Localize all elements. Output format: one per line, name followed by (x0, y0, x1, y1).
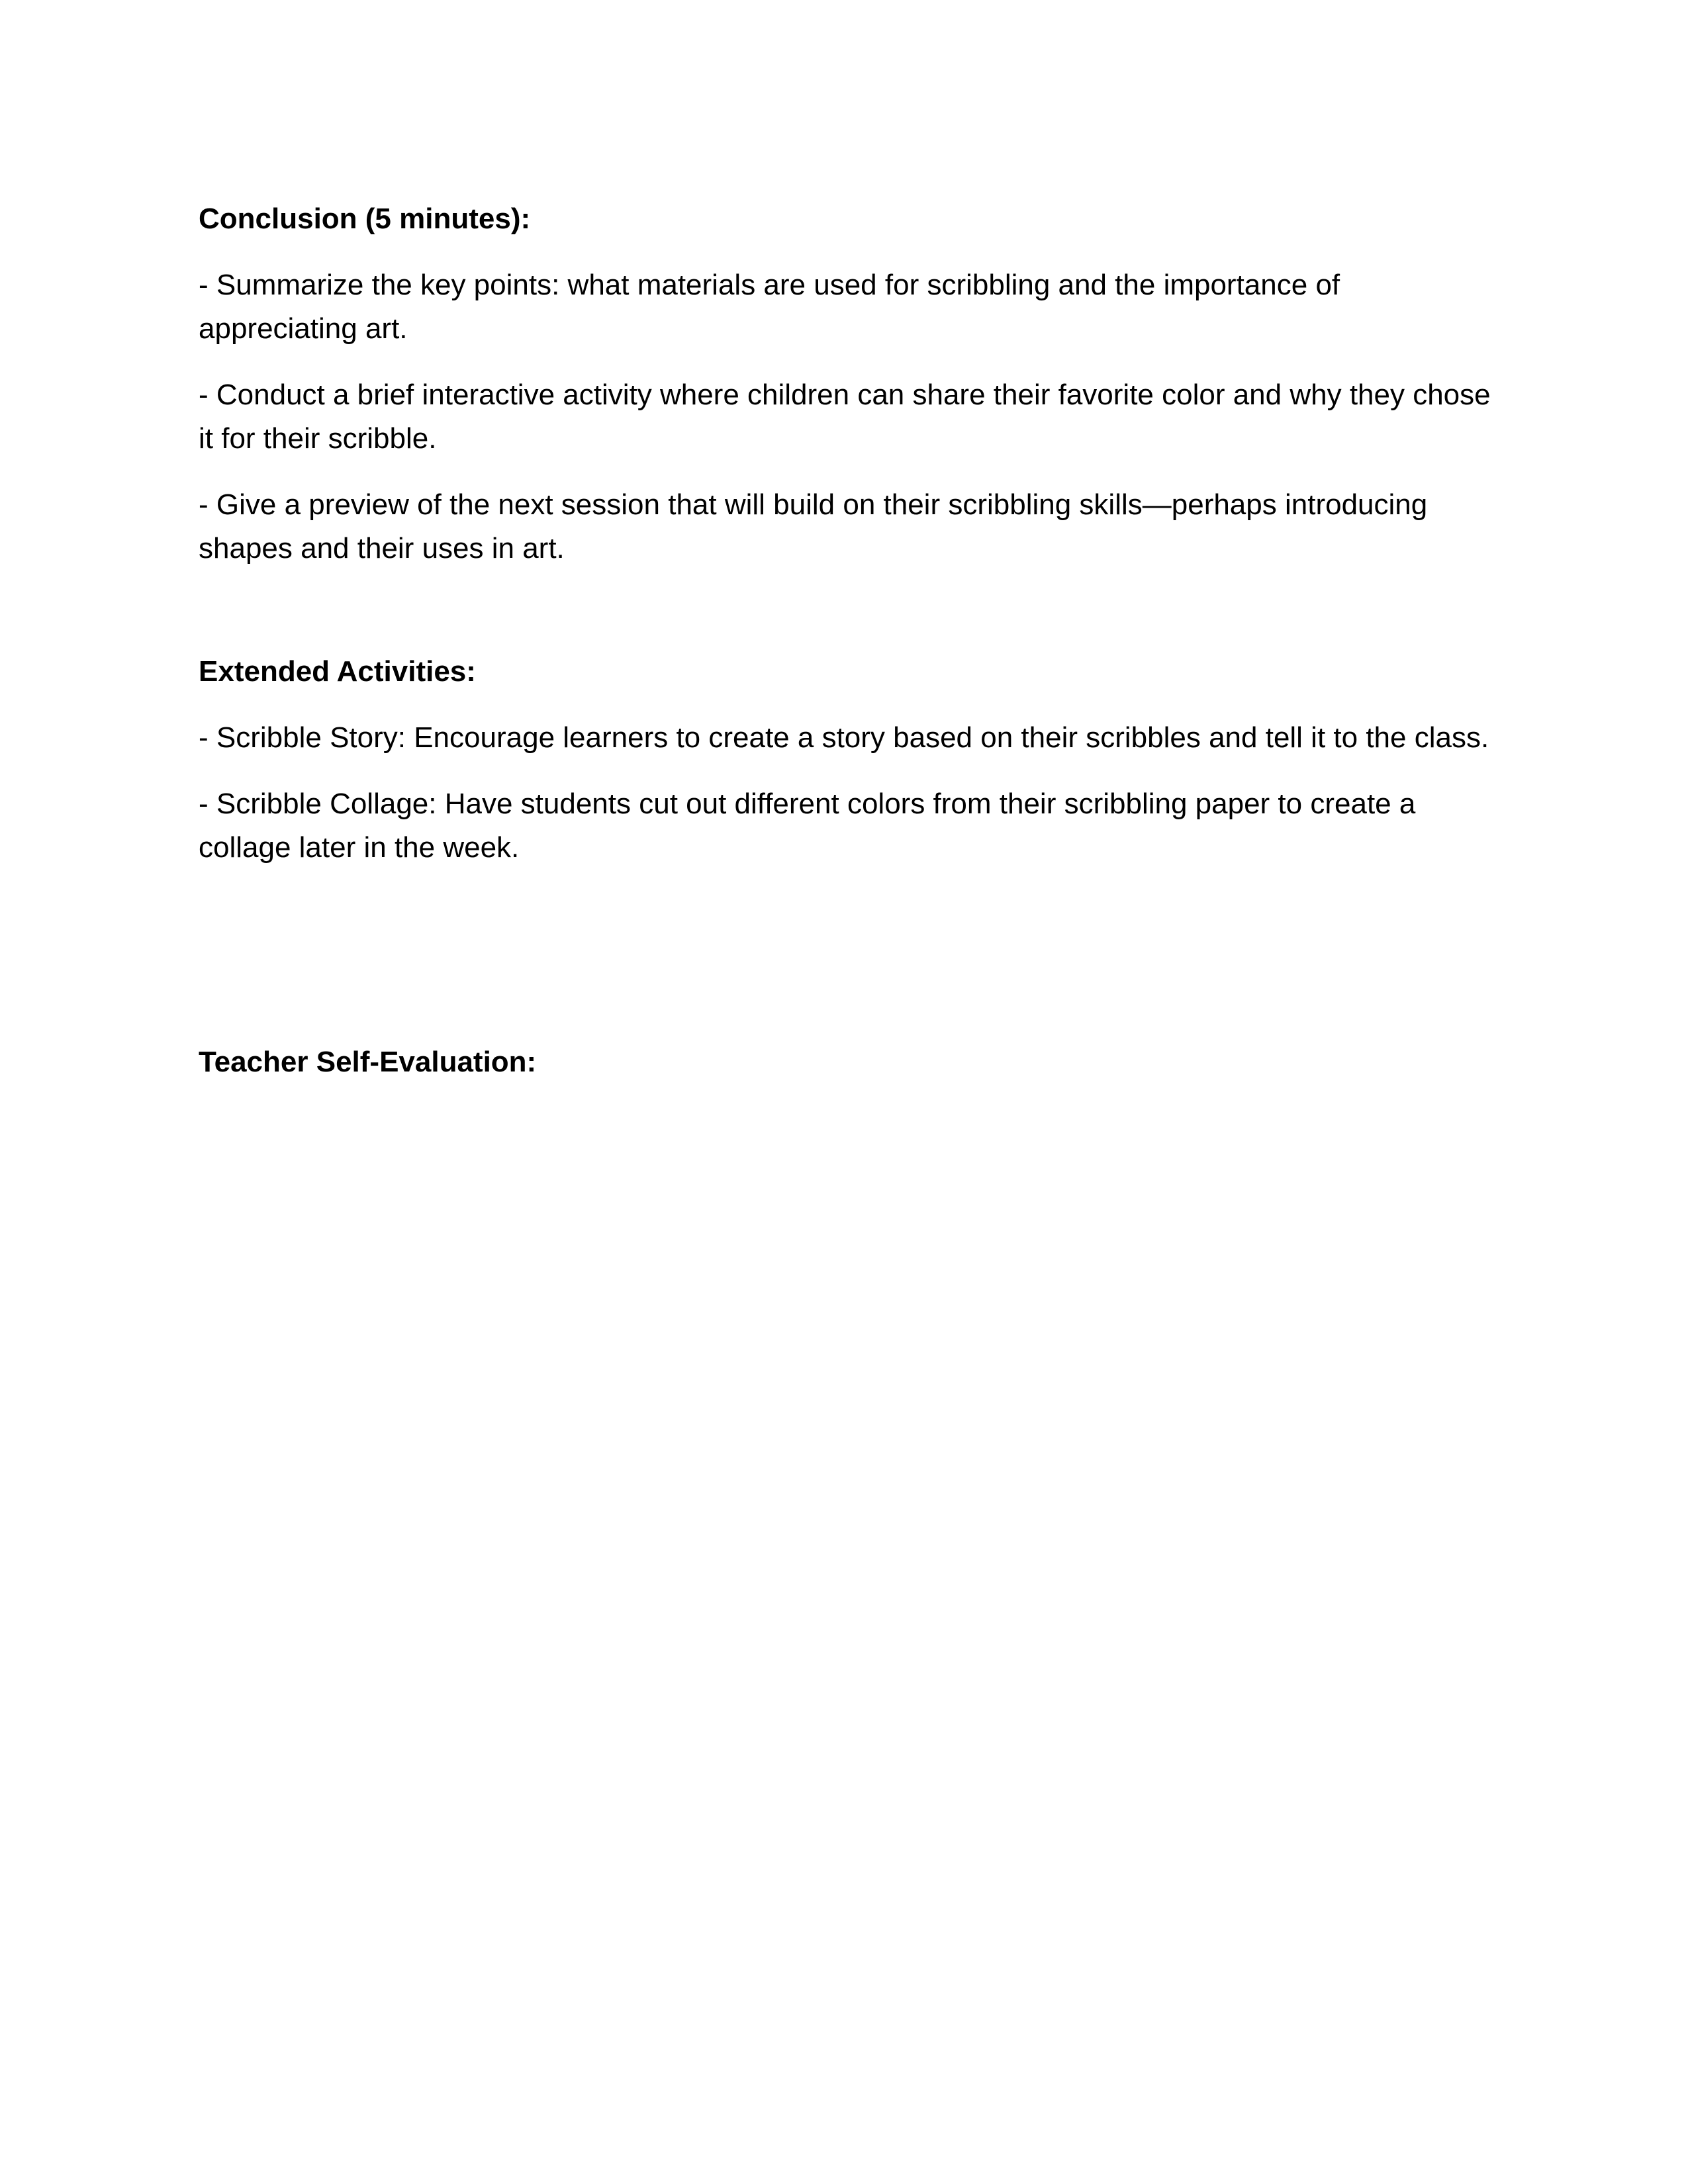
teacher-self-evaluation-heading: Teacher Self-Evaluation: (199, 1046, 537, 1078)
conclusion-item-interactive-activity: - Conduct a brief interactive activity where children can share their favorite color and why they chose it for their scribble. (199, 379, 1491, 455)
teacher-self-evaluation-section (199, 1040, 1496, 1084)
extended-activities-section (199, 650, 1496, 870)
extended-item-scribble-story: - Scribble Story: Encourage learners to create a story based on their scribbles and tell it to the class. (199, 721, 1489, 754)
conclusion-section (199, 197, 1496, 570)
conclusion-item-summarize: - Summarize the key points: what materials are used for scribbling and the importance of appreciating art. (199, 269, 1340, 345)
conclusion-heading: Conclusion (5 minutes): (199, 203, 531, 235)
extended-activities-heading: Extended Activities: (199, 655, 476, 688)
page-content (199, 197, 1496, 1107)
conclusion-item-preview: - Give a preview of the next session that will build on their scribbling skills—perhaps introducing shapes and their uses in art. (199, 488, 1428, 565)
extended-item-scribble-collage: - Scribble Collage: Have students cut out different colors from their scribbling paper to create a collage later in the week. (199, 788, 1416, 864)
